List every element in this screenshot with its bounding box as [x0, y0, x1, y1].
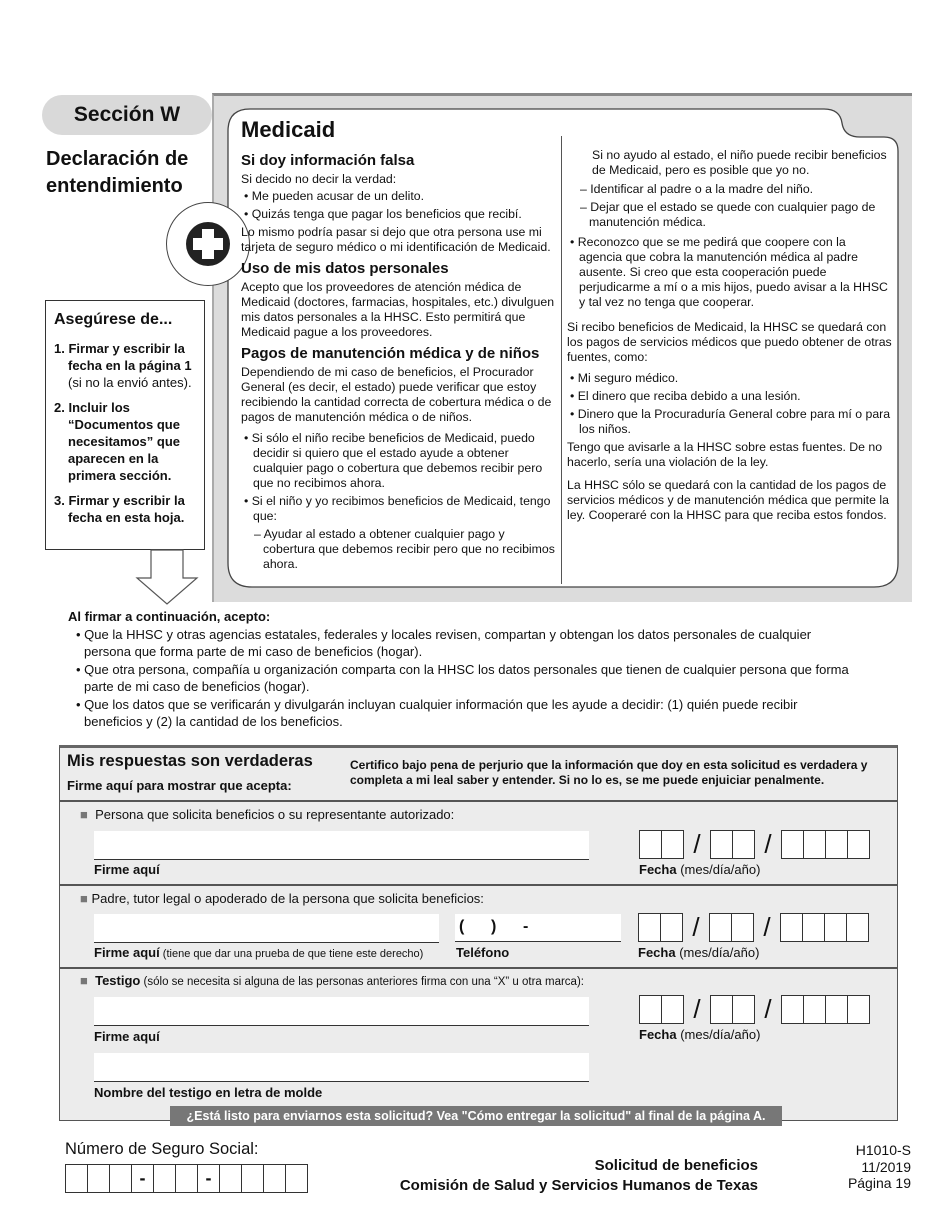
list-item: • Quizás tenga que pagar los beneficios que recibí. — [244, 207, 522, 221]
law-text: La HHSC sólo se quedará con la cantidad de los pagos de servicios médicos y de manutención médica que permite la ley. Cooperaré con la HHSC para que reciba estos fondos. — [567, 478, 889, 522]
form-info — [780, 1142, 911, 1192]
parent-signature-field[interactable] — [94, 914, 439, 943]
date-label: Fecha (mes/día/año) — [639, 1027, 761, 1042]
agency-name: Comisión de Salud y Servicios Humanos de Texas — [399, 1177, 758, 1194]
checklist-item: 3. Firmar y escribir la fecha en esta hoja. — [54, 493, 185, 525]
checklist-item: 1. Firmar y escribir la fecha en la página 1 (si no la envió antes). — [54, 341, 192, 390]
agreement-section — [68, 608, 858, 731]
list-item: • El dinero que reciba debido a una lesión. — [570, 389, 801, 403]
checklist-box — [45, 300, 205, 550]
list-item: – Dejar que el estado se quede con cualquier pago de manutención médica. — [580, 200, 876, 229]
sign-here-label: Firme aquí — [94, 862, 160, 877]
form-title-block — [360, 1156, 758, 1196]
medicaid-title: Medicaid — [241, 117, 336, 142]
list-item: • Que otra persona, compañía u organización comparta con la HHSC los datos personales que tienen de cualquier persona que forma parte de mi caso de beneficios (hogar). — [76, 661, 849, 694]
form-title: Solicitud de beneficios — [594, 1157, 758, 1174]
signature-header-sub: Firme aquí para mostrar que acepta: — [67, 778, 292, 793]
form-date: 11/2019 — [861, 1158, 911, 1175]
sign-here-label: Firme aquí — [94, 1029, 160, 1044]
continuation-text: Si no ayudo al estado, el niño puede recibir beneficios de Medicaid, pero es posible que yo no. — [592, 148, 887, 177]
column-divider — [561, 136, 562, 584]
submit-info-banner: ¿Está listo para enviarnos esta solicitud? Vea "Cómo entregar la solicitud" al final de la página A. — [170, 1106, 782, 1126]
checklist-title: Asegúrese de... — [54, 311, 173, 328]
medicaid-left-column — [241, 147, 556, 575]
list-item: • Si el niño y yo recibimos beneficios de Medicaid, tengo que: — [244, 494, 551, 523]
page-number: Página 19 — [847, 1175, 911, 1191]
applicant-signature-field[interactable] — [94, 831, 589, 860]
section-label: Sección W — [42, 95, 212, 135]
list-item: • Que la HHSC y otras agencias estatales, federales y locales revisen, compartan y obtengan los datos personales de cualquier persona que forma parte de mi caso de beneficios (hogar). — [76, 626, 812, 659]
false-info-intro: Si decido no decir la verdad: — [241, 172, 397, 186]
phone-label: Teléfono — [456, 945, 510, 960]
certification-text: Certifico bajo pena de perjurio que la información que doy en esta solicitud es verdadera y completa a mi leal saber y entender. Si no lo es, se me puede enjuiciar penalmente. — [350, 758, 868, 787]
false-info-outro: Lo mismo podría pasar si dejo que otra persona use mi tarjeta de seguro médico o mi identificación de Medicaid. — [241, 225, 551, 254]
parent-label: ■ Padre, tutor legal o apoderado de la persona que solicita beneficios: — [80, 891, 484, 906]
section-title: Declaración de entendimiento — [46, 148, 189, 197]
witness-date-field[interactable]: / / — [639, 995, 870, 1024]
medicaid-right-column — [567, 148, 892, 523]
divider — [59, 967, 898, 969]
support-heading: Pagos de manutención médica y de niños — [241, 345, 540, 362]
ssn-label: Número de Seguro Social: — [65, 1140, 259, 1158]
applicant-date-field[interactable]: / / — [639, 830, 870, 859]
witness-name-field[interactable] — [94, 1053, 589, 1082]
witness-label: ■ Testigo (sólo se necesita si alguna de las personas anteriores firma con una “X” u otra marca): — [80, 973, 584, 988]
list-item: • Reconozco que se me pedirá que coopere con la agencia que cobra la manutención médica al padre ausente. Si creo que esta cooperación puede perjudicarme a mí o a mis hijos, puedo avisar a la HHSC y tal vez no tenga que cooperar. — [570, 235, 888, 309]
personal-data-text: Acepto que los proveedores de atención médica de Medicaid (doctores, farmacias, hospitales, etc.) divulguen mis datos personales a la HHSC. Esto permitirá que Medicaid pague a los proveedores. — [241, 280, 555, 339]
divider — [59, 884, 898, 886]
checklist-item: 2. Incluir los “Documentos que necesitamos” que aparecen en la primera sección. — [54, 400, 180, 483]
list-item: • Mi seguro médico. — [570, 371, 679, 385]
list-item: • Si sólo el niño recibe beneficios de Medicaid, puedo decidir si quiero que el estado ayude a obtener cualquier pago o cobertura que debemos recibir pero que no recibimos ahora. — [244, 431, 543, 490]
agreement-lead: Al firmar a continuación, acepto: — [68, 609, 271, 624]
date-label: Fecha (mes/día/año) — [639, 862, 761, 877]
parent-sign-label: Firme aquí (tiene que dar una prueba de que tiene este derecho) — [94, 945, 424, 960]
medical-cross-icon — [166, 202, 250, 286]
divider — [59, 800, 898, 802]
personal-data-heading: Uso de mis datos personales — [241, 260, 449, 277]
ssn-field[interactable]: - - — [65, 1164, 308, 1193]
form-id: H1010-S — [855, 1142, 911, 1158]
false-info-heading: Si doy información falsa — [241, 152, 415, 169]
support-text: Dependiendo de mi caso de beneficios, el Procurador General (es decir, el estado) puede verificar que estoy recibiendo la cantidad correcta de cobertura médica o de pagos de manutención médica o de niños. — [241, 365, 552, 424]
applicant-label: ■ Persona que solicita beneficios o su representante autorizado: — [80, 807, 455, 822]
notify-text: Tengo que avisarle a la HHSC sobre estas fuentes. De no hacerlo, sería una violación de la ley. — [567, 440, 883, 469]
witness-signature-field[interactable] — [94, 997, 589, 1026]
date-label: Fecha (mes/día/año) — [638, 945, 760, 960]
signature-header-title: Mis respuestas son verdaderas — [67, 752, 313, 770]
parent-date-field[interactable]: / / — [638, 913, 869, 942]
down-arrow-icon — [135, 548, 201, 606]
list-item: • Que los datos que se verificarán y divulgarán incluyan cualquier información que les ayude a decidir: (1) quién puede recibir beneficios y (2) la cantidad de los beneficios. — [76, 696, 798, 729]
phone-field[interactable]: ( ) - — [455, 914, 621, 942]
list-item: – Identificar al padre o a la madre del niño. — [580, 182, 814, 196]
list-item: • Me pueden acusar de un delito. — [244, 189, 425, 203]
list-item: – Ayudar al estado a obtener cualquier pago y cobertura que debemos recibir pero que no recibimos ahora. — [254, 527, 555, 571]
list-item: • Dinero que la Procuraduría General cobre para mí o para los niños. — [570, 407, 891, 436]
witness-name-label: Nombre del testigo en letra de molde — [94, 1085, 323, 1100]
other-sources-text: Si recibo beneficios de Medicaid, la HHSC se quedará con los pagos de servicios médicos que puedo obtener de otras fuentes, como: — [567, 320, 892, 364]
